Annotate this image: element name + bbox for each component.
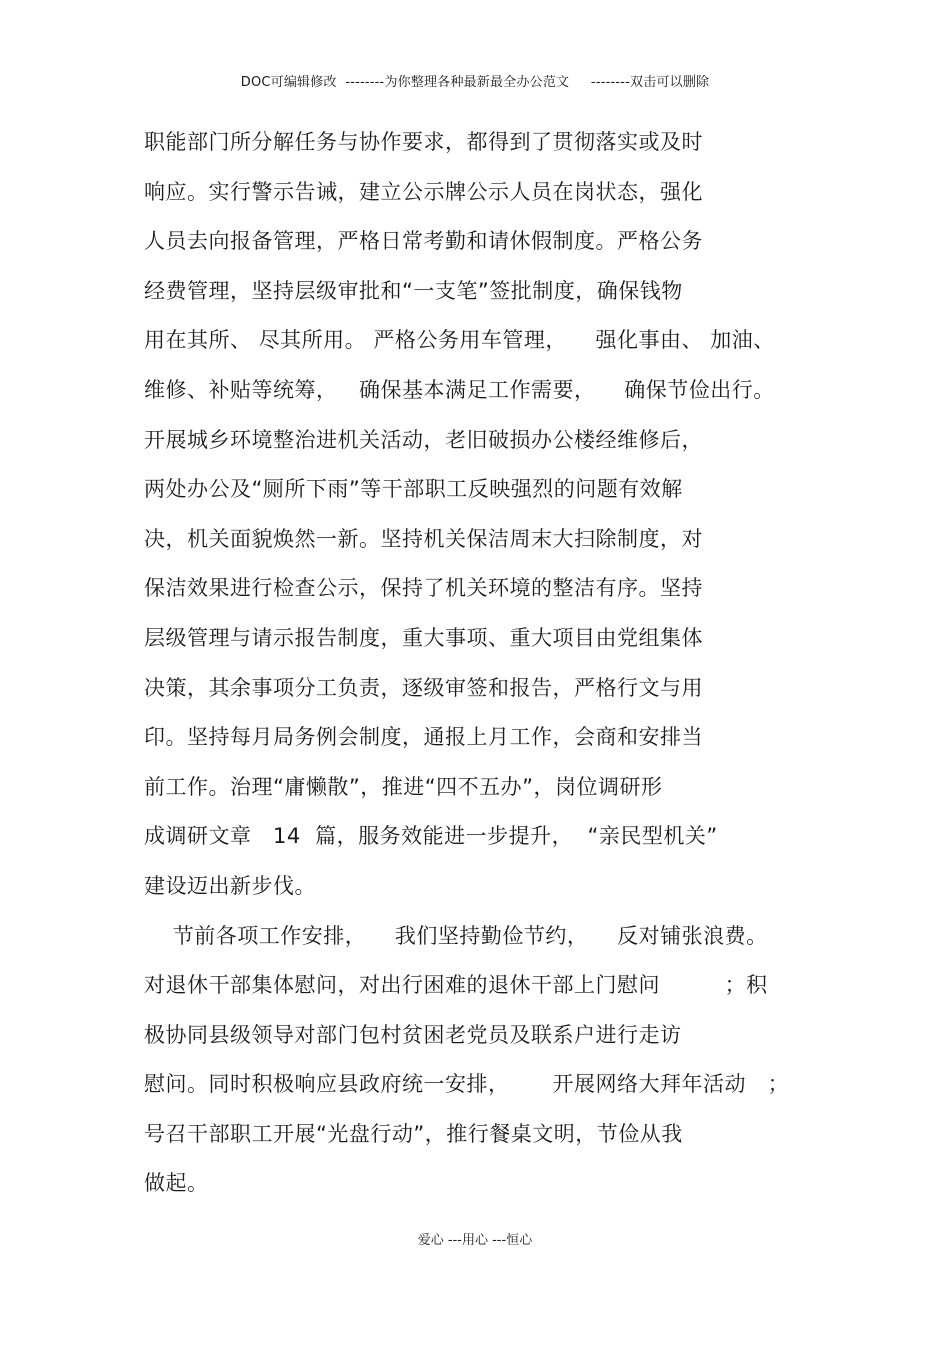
text-line: 做起。 (144, 1171, 209, 1196)
text-line: 两处办公及“厕所下雨”等干部职工反映强烈的问题有效解 (144, 477, 683, 502)
document-body (144, 118, 824, 1209)
text-line: 经费管理，坚持层级审批和“一支笔”签批制度，确保钱物 (144, 278, 683, 303)
text-line: 维修、补贴等统筹， 确保基本满足工作需要， 确保节俭出行。 (144, 377, 775, 402)
text-line: 用在其所、 尽其所用。 严格公务用车管理， 强化事由、 加油、 (144, 328, 775, 353)
text-line: 人员去向报备管理，严格日常考勤和请休假制度。严格公务 (144, 229, 703, 254)
text-line: 成调研文章 14 篇，服务效能进一步提升， “亲民型机关” (144, 824, 718, 849)
text-line: 响应。实行警示告诫，建立公示牌公示人员在岗状态，强化 (144, 179, 703, 204)
page-footer: 爱心 ---用心 ---恒心 (417, 1233, 533, 1248)
paragraph-start-line: 节前各项工作安排， 我们坚持勤俭节约， 反对铺张浪费。 (144, 923, 768, 948)
text-line: 建设迈出新步伐。 (144, 873, 316, 898)
text-line: 决，机关面貌焕然一新。坚持机关保洁周末大扫除制度，对 (144, 526, 703, 551)
page-header: DOC可编辑修改 --------为你整理各种最新最全办公范文 --------双击可以删除 (240, 75, 710, 90)
text-line: 极协同县级领导对部门包村贫困老党员及联系户进行走访 (144, 1022, 682, 1047)
text-line: 印。坚持每月局务例会制度，通报上月工作，会商和安排当 (144, 725, 703, 750)
text-line: 对退休干部集体慰问，对出行困难的退休干部上门慰问 ；积 (144, 973, 768, 998)
text-line: 决策，其余事项分工负责，逐级审签和报告，严格行文与用 (144, 675, 703, 700)
text-line: 层级管理与请示报告制度，重大事项、重大项目由党组集体 (144, 625, 703, 650)
text-line: 职能部门所分解任务与协作要求，都得到了贯彻落实或及时 (144, 130, 703, 154)
text-line: 前工作。治理“庸懒散”，推进“四不五办”，岗位调研形 (144, 774, 663, 799)
text-line: 开展城乡环境整治进机关活动，老旧破损办公楼经维修后， (144, 427, 703, 452)
text-line: 保洁效果进行检查公示，保持了机关环境的整洁有序。坚持 (144, 576, 703, 601)
text-line: 慰问。同时积极响应县政府统一安排， 开展网络大拜年活动 ； (144, 1072, 790, 1097)
text-line: 号召干部职工开展“光盘行动”，推行餐桌文明，节俭从我 (144, 1121, 683, 1146)
